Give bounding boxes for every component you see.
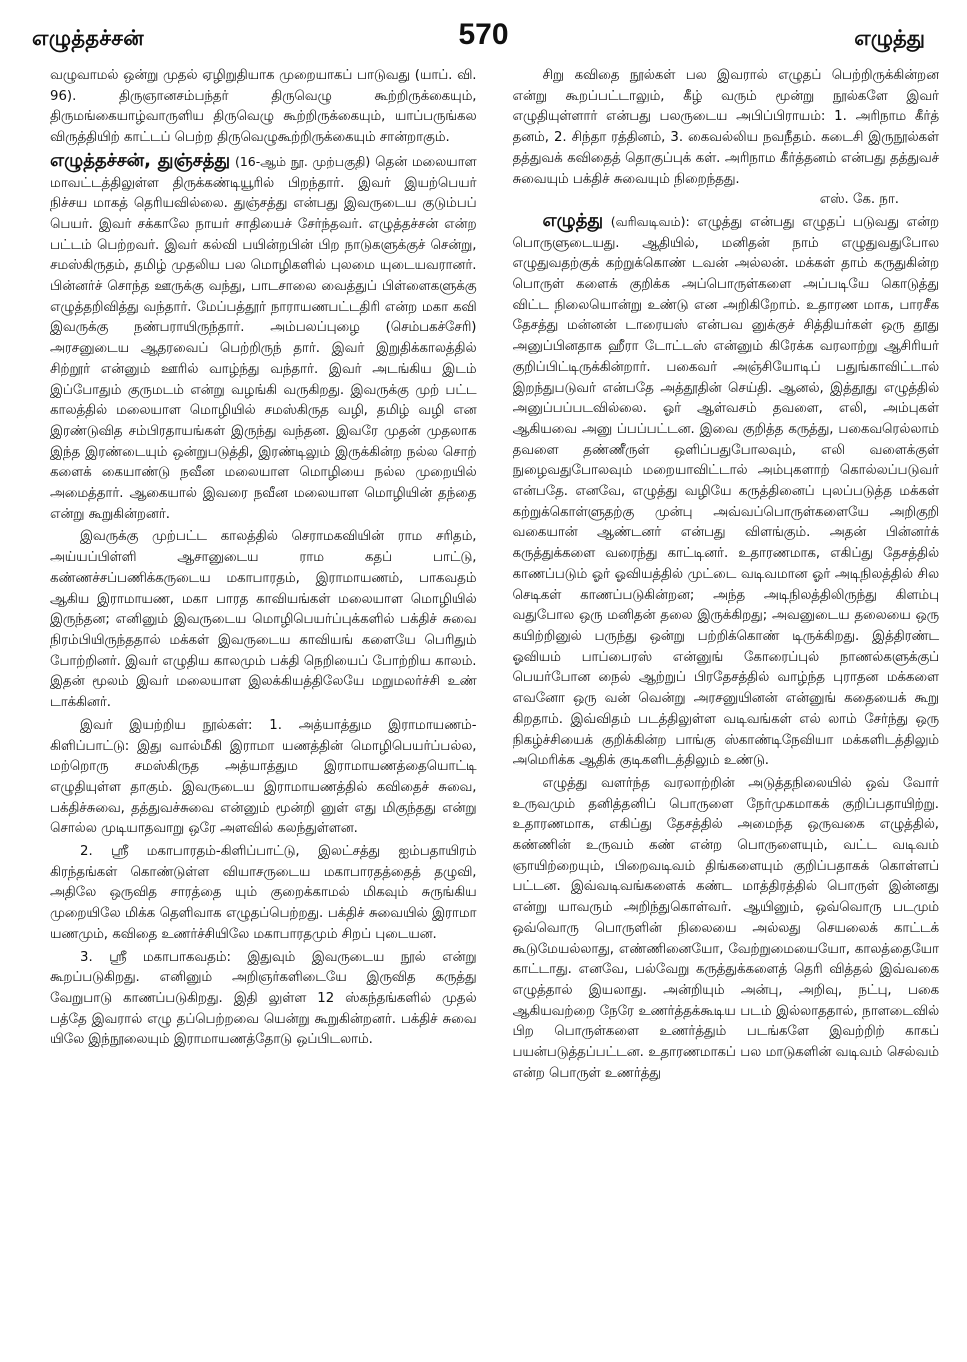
entry-heading: எழுத்து: [542, 209, 604, 231]
left-column: [50, 66, 477, 1352]
paragraph: எழுத்து வளர்ந்த வரலாற்றின் அடுத்தநிலையில் ஒவ் வோர் உருவமும் தனித்தனிப் பொருளை நேர்முகமாகக் குறிப்பதாயிற்று. உதாரணமாக, எகிப்து தேசத்தில் அமைந்த ஒருவகை எழுத்தில், கண்ணின் உருவம் கண் என்ற பொருளையும், வட்ட வடிவம் ஞாயிற்றையும், பிறைவடிவம் திங்களையும் குறிப்பதாகக் கொள்ளப் பட்டன. இவ்வடிவங்களைக் கண்ட மாத்திரத்தில் பொருள் இன்னது என்று யாவரும் அறிந்துகொள்வர். ஆயினும், ஒவ்வொரு படமும் ஒவ்வொரு பொருளின் நிலையை அல்லது செயலைக் காட்டக் கூடுமேயல்லாது, எண்ணினையோ, வேற்றுமையையோ, காலத்தையோ காட்டாது. எனவே, பல்வேறு கருத்துக்களைத் தெரி வித்தல் இவ்வகை எழுத்தால் இயலாது. அன்றியும் அன்பு, அறிவு, நட்பு, பகை ஆகியவற்றை நேரே உணர்த்தக்கூடிய படம் இல்லாததால், நாளடைவில் பிற பொருள்களை உணர்த்தும் படங்களே இவற்றிற் காகப் பயன்படுத்தப்பட்டன. உதாரணமாகப் பல மாடுகளின் வடிவம் செல்வம் என்ற பொருள் உணர்த்து: [512, 775, 939, 1081]
paragraph: 2. ஸ்ரீ மகாபாரதம்-கிளிப்பாட்டு, இலட்சத்து ஐம்பதாயிரம் கிரந்தங்கள் கொண்டுள்ள வியாசருடைய மகாபாரதத்தைத் தழுவி, அதிலே ஒருவித சாரத்தை யும் குறைக்காமல் மிகவும் சுருங்கிய முறையிலே மிக்க தெளிவாக எழுதப்பெற்றது. பக்திச் சுவையில் இராமா யணமும், கவிதை உணர்ச்சியிலே மகாபாரதமும் சிறப் புடையன.: [50, 844, 477, 942]
header-right-guide-word: எழுத்து: [854, 26, 925, 50]
paragraph: 3. ஸ்ரீ மகாபாகவதம்: இதுவும் இவருடைய நூல் என்று கூறப்படுகிறது. எனினும் அறிஞர்களிடையே இருவித கருத்து வேறுபாடு காணப்படுகிறது. இதி லுள்ள 12 ஸ்கந்தங்களில் முதல் பத்தே இவரால் எழு தப்பெற்றவை யென்று கூறுகின்றனர். பக்திச் சுவை யிலே இந்நூலையும் இராமாயணத்தோடு ஒப்பிடலாம்.: [50, 949, 477, 1048]
paragraph: இவர் இயற்றிய நூல்கள்: 1. அத்யாத்தும இராமாயணம்-கிளிப்பாட்டு: இது வால்மீகி இராமா யணத்தின் மொழிபெயர்ப்பல்ல, மற்றொரு சமஸ்கிருத அத்யாத்தும இராமாயணத்தையொட்டி எழுதியுள்ள தாகும். இவருடைய இராமாயணத்தில் கவிதைச் சுவை, பக்திச்சுவை, தத்துவச்சுவை என்னும் மூன்றி னுள் எது மிகுந்தது என்று சொல்ல முடியாதவாறு ஒரே அளவில் கலந்துள்ளன.: [50, 717, 477, 837]
entry-period: (16-ஆம் நூ. முற்பகுதி): [234, 153, 371, 169]
entry-paragraph: [513, 211, 940, 772]
entry-heading: எழுத்தச்சன், துஞ்சத்து: [50, 149, 231, 171]
paragraph: சிறு கவிதை நூல்கள் பல இவரால் எழுதப் பெற்றிருக்கின்றன என்று கூறப்பட்டாலும், கீழ் வரும் மூன்று நூல்களே இவர் எழுதியுள்ளார் என்பது பலருடைய அபிப்பிராயம்: 1. அரிநாம கீர்த் தனம், 2. சிந்தா ரத்தினம், 3. கைவல்லிய நவநீதம். கடைசி இருநூல்கள் தத்துவக் கவிதைத் தொகுப்புக் கள். அரிநாம கீர்த்தனம் என்பது தத்துவச் சுவையும் பக்திச் சுவையும் நிறைந்தது.: [512, 68, 939, 187]
right-column: [513, 66, 940, 1352]
page-header: [28, 18, 939, 58]
paragraph: வழுவாமல் ஒன்று முதல் ஏழிறுதியாக முறையாகப் பாடுவது (யாப். வி. 96). திருஞானசம்பந்தர் திருவெழு கூற்றிருக்கையும், திருமங்கையாழ்வாருளிய திருவெழு கூற்றிருக்கையும், யாப்பருங்கல விருத்தியிற் காட்டப் பெற்ற திருவெழுகூற்றிருக்கையும் சான்றாகும்.: [50, 68, 477, 146]
entry-subtitle: (வரிவடிவம்):: [610, 213, 690, 229]
entry-body: தென் மலையாள மாவட்டத்திலுள்ள திருக்கண்டியூரில் பிறந்தார். இவர் இயற்பெயர் நிச்சய மாகத் தெரியவில்லை. துஞ்சத்து என்பது இவருடைய குடும்பப் பெயர். இவர் சக்காலே நாயர் சாதியைச் சேர்ந்தவர். எழுத்தச்சன் என்ற பட்டம் பெற்றவர். இவர் கல்வி பயின்றபின் பிற நாடுகளுக்குச் சென்று, சமஸ்கிருதம், தமிழ் முதலிய பல மொழிகளில் புலமை யுடையவரானர். பின்னர்ச் சொந்த ஊருக்கு வந்து, பாடசாலை வைத்துப் பிள்ளைகளுக்கு எழுத்தறிவித்து வந்தார். மேப்பத்தூர் நாராயணபட்டதிரி என்ற மகா கவி இவருக்கு நண்பராயிருந்தார். அம்பலப்புழை (செம்பகச்சேரி) அரசனுடைய ஆதரவைப் பெற்றிருந் தார். இவர் இறுதிக்காலத்தில் சிற்றூர் என்னும் ஊரில் வாழ்ந்து வந்தார். இவர் அடங்கிய இடம் இப்போதும் குருமடம் என்று வழங்கி வருகிறது. இவருக்கு முற் பட்ட காலத்தில் மலையாள மொழியில் சமஸ்கிருத வழி, தமிழ் வழி என இரண்டுவித சம்பிரதாயங்கள் இருந்து வந்தன. இவரே முதன் முதலாக இந்த இரண்டையும் ஒன்றுபடுத்தி, இரண்டிலும் இருக்கின்ற நல்ல சொற் களைக் கையாண்டு நவீன மலையாள மொழியை நல்ல முறையில் அமைத்தார். ஆகையால் இவரை நவீன மலையாள மொழியின் தந்தை என்று கூறுகின்றனர்.: [50, 154, 477, 522]
header-left-guide-word: எழுத்தச்சன்: [32, 26, 144, 50]
author-signature: எஸ். கே. நா.: [819, 192, 899, 208]
page-number: 570: [458, 18, 509, 51]
entry-paragraph: [50, 151, 477, 526]
paragraph: இவருக்கு முற்பட்ட காலத்தில் செராமகவியின் ராம சரிதம், அய்யப்பிள்ளி ஆசானுடைய ராம கதப் பாட்டு, கண்ணச்சப்பணிக்கருடைய மகாபாரதம், இராமாயணம், பாகவதம் ஆகிய இராமாயண, மகா பாரத காவியங்கள் மலையாள மொழியில் இருந்தன; எனினும் இவருடைய மொழிபெயர்ப்புக்களில் பக்திச் சுவை நிரம்பியிருந்ததால் மக்கள் இவருடைய காவியங் களையே பெரிதும் போற்றினர். இவர் எழுதிய காலமும் பக்தி நெறியைப் போற்றிய காலம். இதன் மூலம் இவர் மலையாள இலக்கியத்திலேயே மறுமலர்ச்சி உண் டாக்கினர்.: [50, 529, 477, 711]
entry-body: எழுத்து என்பது எழுதப் படுவது என்ற பொருளுடையது. ஆதியில், மனிதன் நாம் எழுதுவதுபோல எழுதுவதற்குக் கற்றுக்கொண் டவன் அல்லன். மக்கள் தாம் கருதுகின்ற பொருள் களைக் குறிக்க அப்பொருள்களை அப்படியே கொடுத்து விட்ட நிலையொன்று உண்டு என அறிகிறோம். உதாரண மாக, பாரசீக தேசத்து மன்னன் டாரையஸ் என்பவ னுக்குச் சித்தியர்கள் ஒரு தூது அனுப்பினதாக ஹீரா டோட்டஸ் என்னும் கிரேக்க வரலாற்று ஆசிரியர் குறிப்பிட்டிருக்கின்றார். பகைவர் அஞ்சியோடிப் பதுங்காவிட்டால் இறந்துபடுவர் என்பதே அத்தூதின் செய்தி. ஆனல், இத்தூது எழுத்தில் அனுப்பப்படவில்லை. ஓர் ஆள்வசம் தவளை, எலி, அம்புகள் ஆகியவை அனு ப்பப்பட்டன. இவை குறித்த கருத்து, பகைவரெல்லாம் தவளை தண்ணீருள் ஒளிப்பதுபோலவும், எலி வளைக்குள் நுழைவதுபோலவும் மறையாவிட்டால் அம்புகளாற் கொல்லப்படுவர் என்பதே. எனவே, எழுத்து வழியே கருத்தினைப் புலப்படுத்த மக்கள் கற்றுக்கொள்ளுதற்கு முன்பு அவ்வப்பொருள்களையே அறிகுறி வகையான் ஆண்டனர் என்பது விளங்கும். அதன் பின்னர்க் கருத்துக்களை வரைந்து காட்டினர். உதாரணமாக, எகிப்து தேசத்தில் காணப்படும் ஓர் ஓவியத்தில் முட்டை வடிவமான ஓர் அடிநிலத்தில் சில செடிகள் காணப்படுகின்றன; அந்த அடிநிலத்திலிருந்து கிளம்பு வதுபோல ஒரு மனிதன் தலை இருக்கிறது; அவனுடைய தலையை ஒரு கயிற்றினுல் பருந்து ஒன்று பற்றிக்கொண் டிருக்கிறது. இத்திரண்ட ஓவியம் பாப்பைரஸ் என்னுங் கோரைப்புல் நாணல்களுக்குப் பெயர்போன நைல் ஆற்றுப் பிரதேசத்தில் வாழ்ந்த புராதன மக்களை எவனோ ஒரு வன் வென்று அரசனுயினன் என்னுங் கதையைக் கூறு கிறதாம். இவ்விதம் படத்திலுள்ள வடிவங்கள் எல் லாம் சேர்ந்து ஒரு நிகழ்ச்சியைக் குறிக்கின்ற பாங்கு ஸ்காண்டிநேவியா மக்களிடத்திலும் அமெரிக்க ஆதிக் குடிகளிடத்திலும் உண்டு.: [512, 214, 939, 769]
text-columns: [50, 66, 939, 1352]
